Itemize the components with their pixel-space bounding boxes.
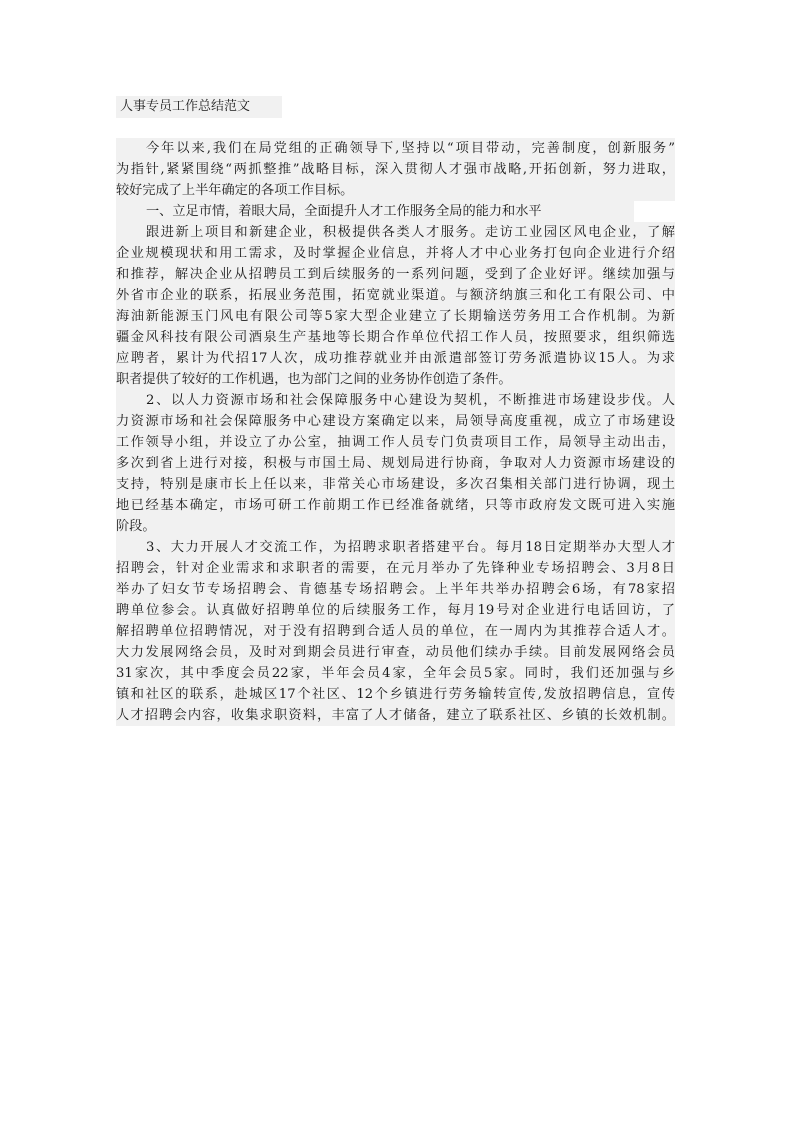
paragraph-line: 3、大力开展人才交流工作，为招聘求职者搭建平台。每月18日定期举办大型人才 [116,537,675,558]
paragraph-line: 力资源市场和社会保障服务中心建设方案确定以来，局领导高度重视，成立了市场建设 [116,411,675,432]
paragraph-line: 镇和社区的联系，赴城区17个社区、12个乡镇进行劳务输转宣传,发放招聘信息，宣传 [116,684,675,705]
section-heading: 一、立足市情，着眼大局，全面提升人才工作服务全局的能力和水平 [116,201,634,222]
paragraph-line: 聘单位参会。认真做好招聘单位的后续服务工作，每月19号对企业进行电话回访，了 [116,600,675,621]
paragraph-line: 海油新能源玉门风电有限公司等5家大型企业建立了长期输送劳务用工合作机制。为新 [116,306,675,327]
paragraph-line: 为指针,紧紧围绕“两抓整推”战略目标，深入贯彻人才强市战略,开拓创新，努力进取， [116,159,675,180]
paragraph-line: 支持，特别是康市长上任以来，非常关心市场建设，多次召集相关部门进行协调，现土 [116,474,675,495]
paragraph-line: 企业规模现状和用工需求，及时掌握企业信息，并将人才中心业务打包向企业进行介绍 [116,243,675,264]
paragraph-line: 大力发展网络会员，及时对到期会员进行审查，动员他们续办手续。目前发展网络会员 [116,642,675,663]
document-body [116,138,675,726]
paragraph-line: 疆金风科技有限公司酒泉生产基地等长期合作单位代招工作人员，按照要求，组织筛选 [116,327,675,348]
paragraph-line: 今年以来,我们在局党组的正确领导下,坚持以“项目带动，完善制度，创新服务” [116,138,675,159]
paragraph-line: 和推荐，解决企业从招聘员工到后续服务的一系列问题，受到了企业好评。继续加强与 [116,264,675,285]
paragraph-line: 工作领导小组，并设立了办公室，抽调工作人员专门负责项目工作，局领导主动出击， [116,432,675,453]
paragraph-line: 2、以人力资源市场和社会保障服务中心建设为契机，不断推进市场建设步伐。人 [116,390,675,411]
paragraph-line: 31家次，其中季度会员22家，半年会员4家，全年会员5家。同时，我们还加强与乡 [116,663,675,684]
paragraph-line: 职者提供了较好的工作机遇，也为部门之间的业务协作创造了条件。 [116,369,675,390]
paragraph-line: 多次到省上进行对接，积极与市国土局、规划局进行协商，争取对人力资源市场建设的 [116,453,675,474]
document-title: 人事专员工作总结范文 [116,96,282,118]
paragraph-line: 地已经基本确定，市场可研工作前期工作已经准备就绪，只等市政府发文既可进入实施 [116,495,675,516]
paragraph-line: 阶段。 [116,516,675,537]
paragraph-line: 招聘会，针对企业需求和求职者的需要，在元月举办了先锋种业专场招聘会、3月8日 [116,558,675,579]
paragraph-line: 较好完成了上半年确定的各项工作目标。 [116,180,675,201]
paragraph-line: 跟进新上项目和新建企业，积极提供各类人才服务。走访工业园区风电企业，了解 [116,222,675,243]
paragraph-line: 应聘者，累计为代招17人次，成功推荐就业并由派遣部签订劳务派遣协议15人。为求 [116,348,675,369]
paragraph-line: 外省市企业的联系，拓展业务范围，拓宽就业渠道。与额济纳旗三和化工有限公司、中 [116,285,675,306]
paragraph-line: 人才招聘会内容，收集求职资料，丰富了人才储备，建立了联系社区、乡镇的长效机制。 [116,705,675,726]
paragraph-line: 解招聘单位招聘情况，对于没有招聘到合适人员的单位，在一周内为其推荐合适人才。 [116,621,675,642]
paragraph-line: 举办了妇女节专场招聘会、肯德基专场招聘会。上半年共举办招聘会6场，有78家招 [116,579,675,600]
